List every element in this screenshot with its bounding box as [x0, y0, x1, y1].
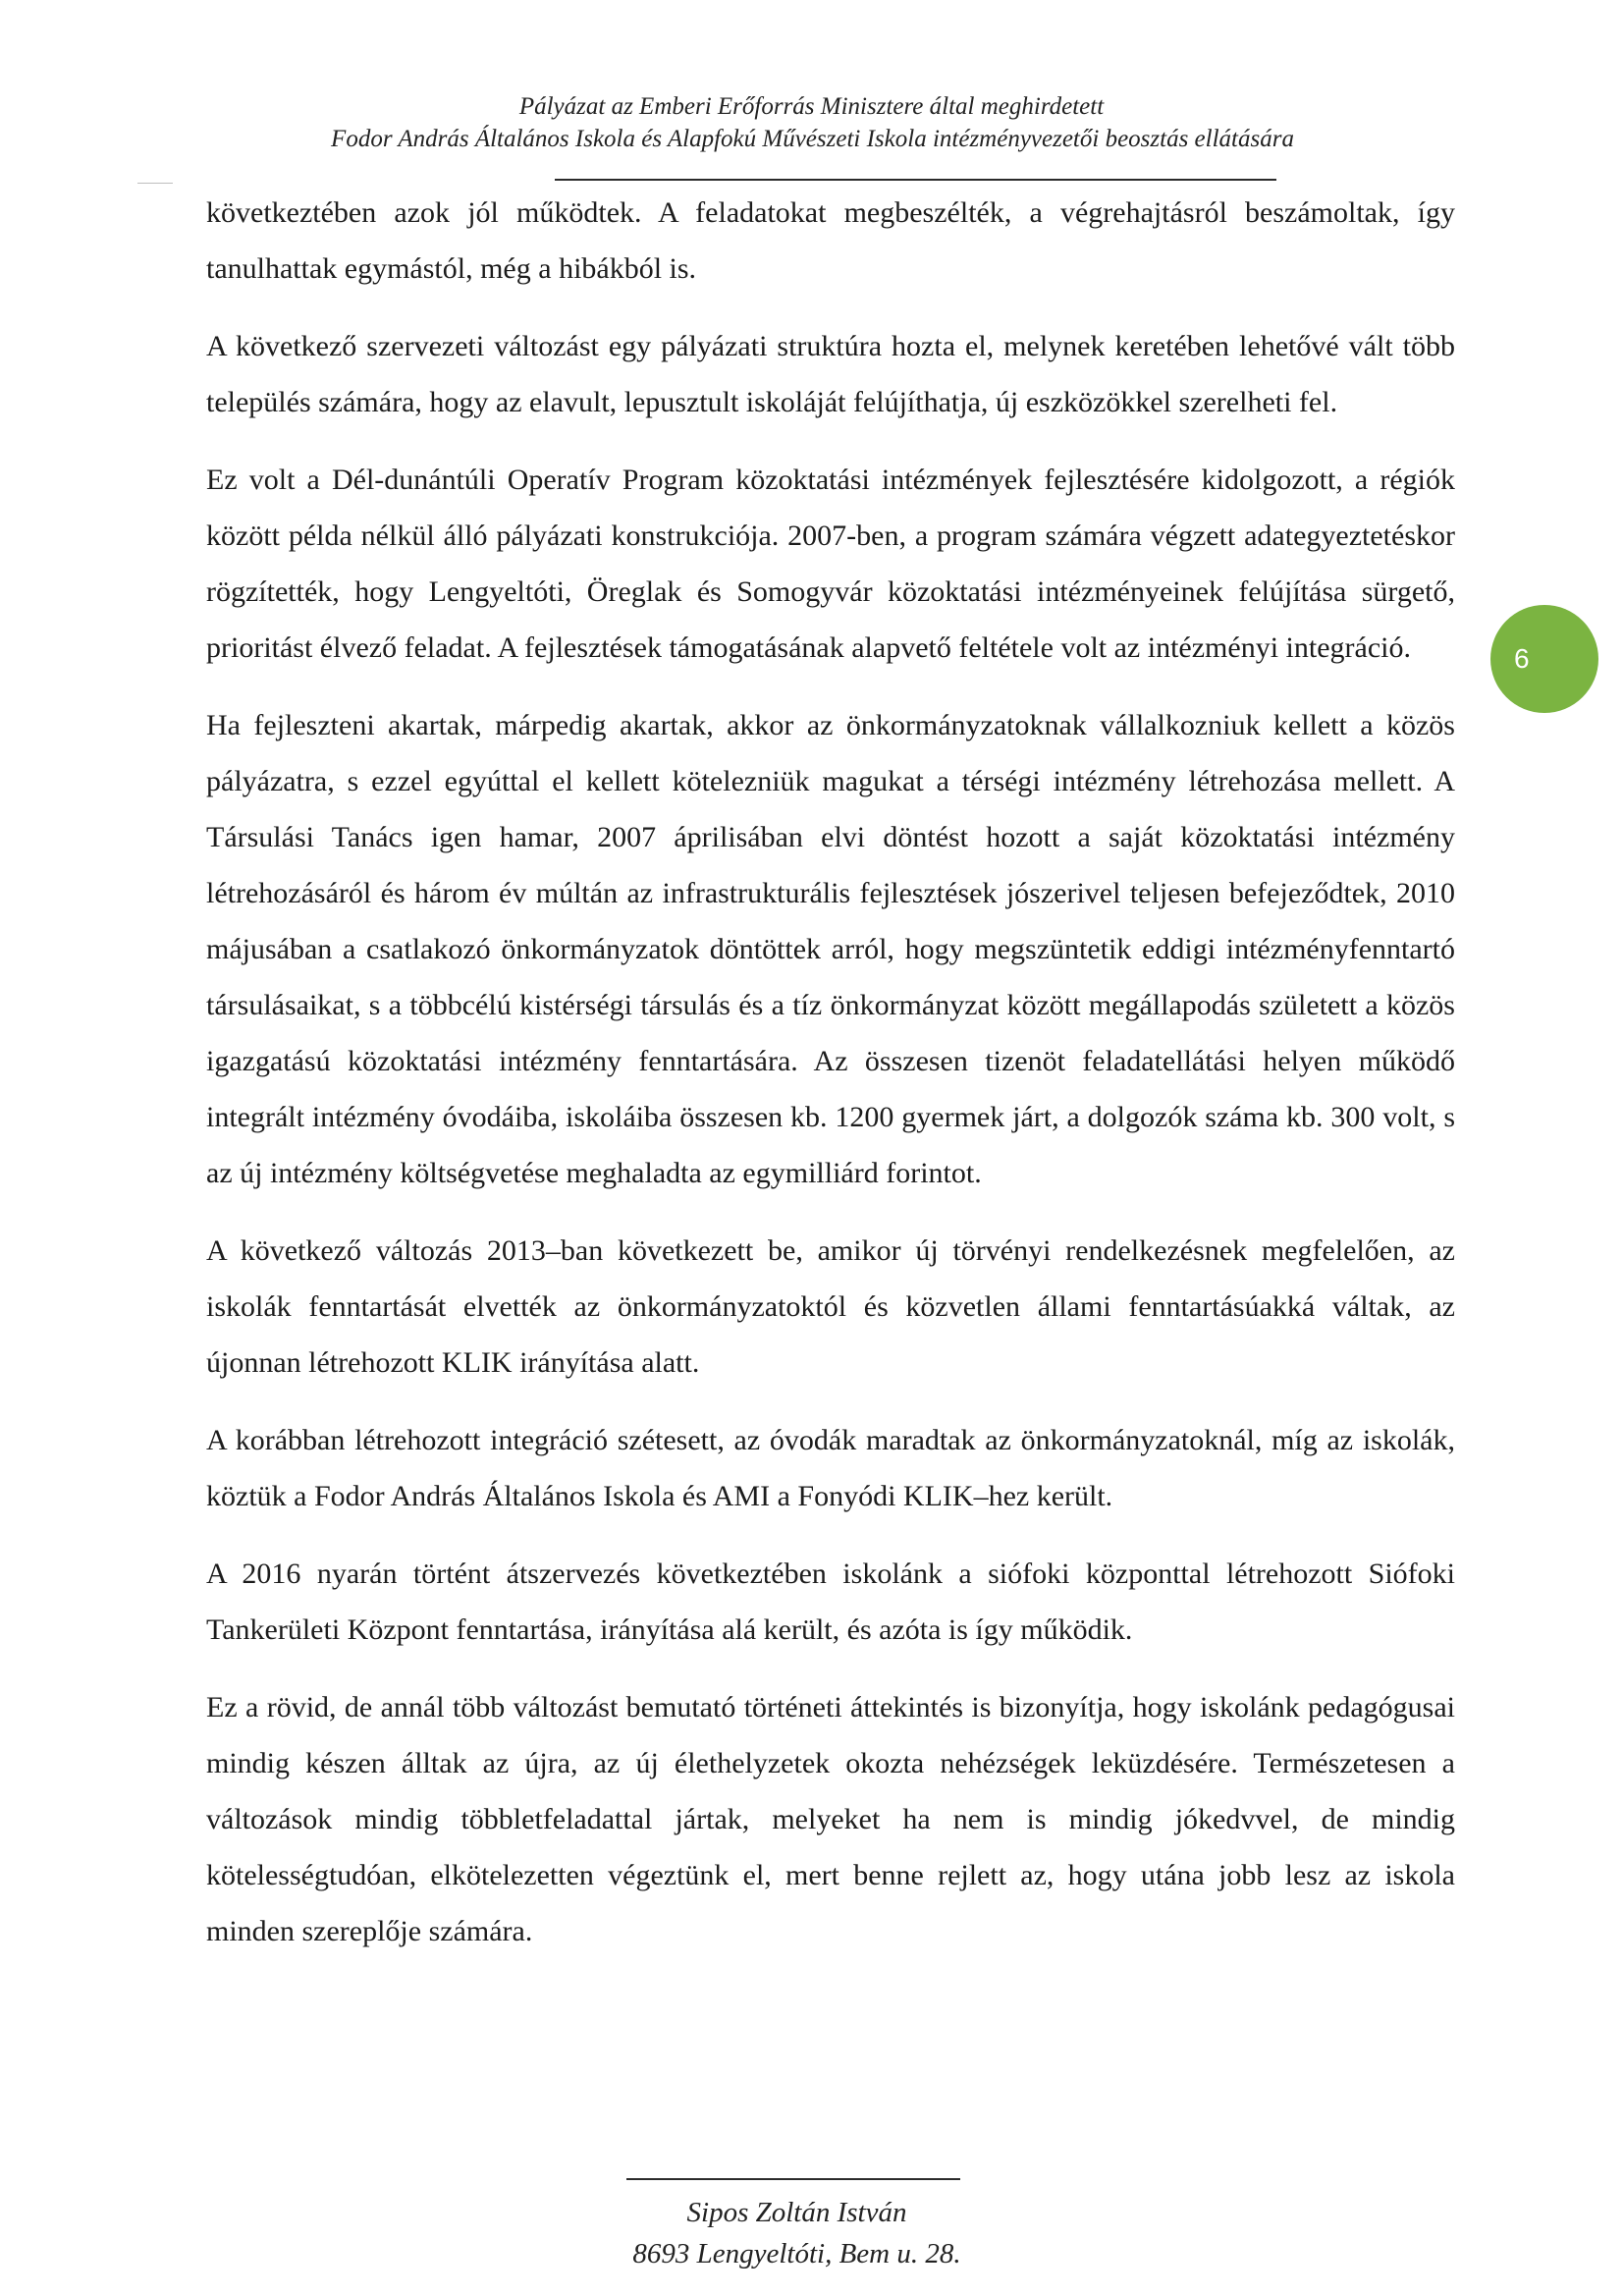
footer-address: 8693 Lengyeltóti, Bem u. 28.: [632, 2238, 961, 2269]
page-number-badge: 6: [1490, 605, 1598, 713]
paragraph-1: következtében azok jól működtek. A feladatokat megbeszélték, a végrehajtásról beszámoltak, így tanulhattak egymástól, még a hibákból is.: [206, 196, 1455, 285]
paragraph-8: Ez a rövid, de annál több változást bemutató történeti áttekintés is bizonyítja, hogy iskolánk pedagógusai mindig készen álltak az újra, az új élethelyzetek okozta nehézségek leküzdésére. Természetesen a változások mindig többletfeladattal jártak, melyeket ha nem is mindig jókedvvel, de mindig kötelességtudóan, elkötelezetten végeztünk el, mert benne rejlett az, hogy utána jobb lesz az iskola minden szereplője számára.: [206, 1691, 1455, 1947]
page-header: [0, 90, 1623, 155]
paragraph-7: A 2016 nyarán történt átszervezés következtében iskolánk a siófoki központtal létrehozott Siófoki Tankerületi Központ fenntartása, irányítása alá került, és azóta is így működik.: [206, 1558, 1455, 1646]
header-divider: [555, 179, 1276, 181]
paragraph-3: Ez volt a Dél-dunántúli Operatív Program közoktatási intézmények fejlesztésére kidolgozott, a régiók között példa nélkül álló pályázati konstrukciója. 2007-ben, a program számára végzett adategyeztetéskor rögzítették, hogy Lengyeltóti, Öreglak és Somogyvár közoktatási intézményeinek felújítása sürgető, prioritást élvező feladat. A fejlesztések támogatásának alapvető feltétele volt az intézményi integráció.: [206, 464, 1455, 664]
paragraph-2: A következő szervezeti változást egy pályázati struktúra hozta el, melynek keretében lehetővé vált több település számára, hogy az elavult, lepusztult iskoláját felújíthatja, új eszközökkel szerelheti fel.: [206, 330, 1455, 418]
paragraph-4: Ha fejleszteni akartak, márpedig akartak, akkor az önkormányzatoknak vállalkozniuk kellett a közös pályázatra, s ezzel egyúttal el kellett kötelezniük magukat a térségi intézmény létrehozása mellett. A Társulási Tanács igen hamar, 2007 áprilisában elvi döntést hozott a saját közoktatási intézmény létrehozásáról és három év múltán az infrastrukturális fejlesztések jószerivel teljesen befejeződtek, 2010 májusában a csatlakozó önkormányzatok döntöttek arról, hogy megszüntetik eddigi intézményfenntartó társulásaikat, s a többcélú kistérségi társulás és a tíz önkormányzat között megállapodás született a közös igazgatású közoktatási intézmény fenntartására. Az összesen tizenöt feladatellátási helyen működő integrált intézmény óvodáiba, iskoláiba összesen kb. 1200 gyermek járt, a dolgozók száma kb. 300 volt, s az új intézmény költségvetése meghaladta az egymilliárd forintot.: [206, 709, 1455, 1189]
page-footer: [0, 2192, 1623, 2274]
paragraph-6: A korábban létrehozott integráció szétesett, az óvodák maradtak az önkormányzatoknál, míg az iskolák, köztük a Fodor András Általános Iskola és AMI a Fonyódi KLIK–hez került.: [206, 1424, 1455, 1512]
footer-divider: [626, 2178, 960, 2180]
header-line-1: Pályázat az Emberi Erőforrás Minisztere által meghirdetett: [518, 93, 1105, 120]
margin-mark: [137, 183, 173, 184]
document-body: [206, 185, 1455, 1981]
footer-author-name: Sipos Zoltán István: [686, 2197, 907, 2228]
paragraph-5: A következő változás 2013–ban következett be, amikor új törvényi rendelkezésnek megfelelően, az iskolák fenntartását elvették az önkormányzatoktól és közvetlen állami fenntartásúakká váltak, az újonnan létrehozott KLIK irányítása alatt.: [206, 1234, 1455, 1379]
header-line-2: Fodor András Általános Iskola és Alapfokú Művészeti Iskola intézményvezetői beosztás ellátására: [331, 126, 1294, 152]
